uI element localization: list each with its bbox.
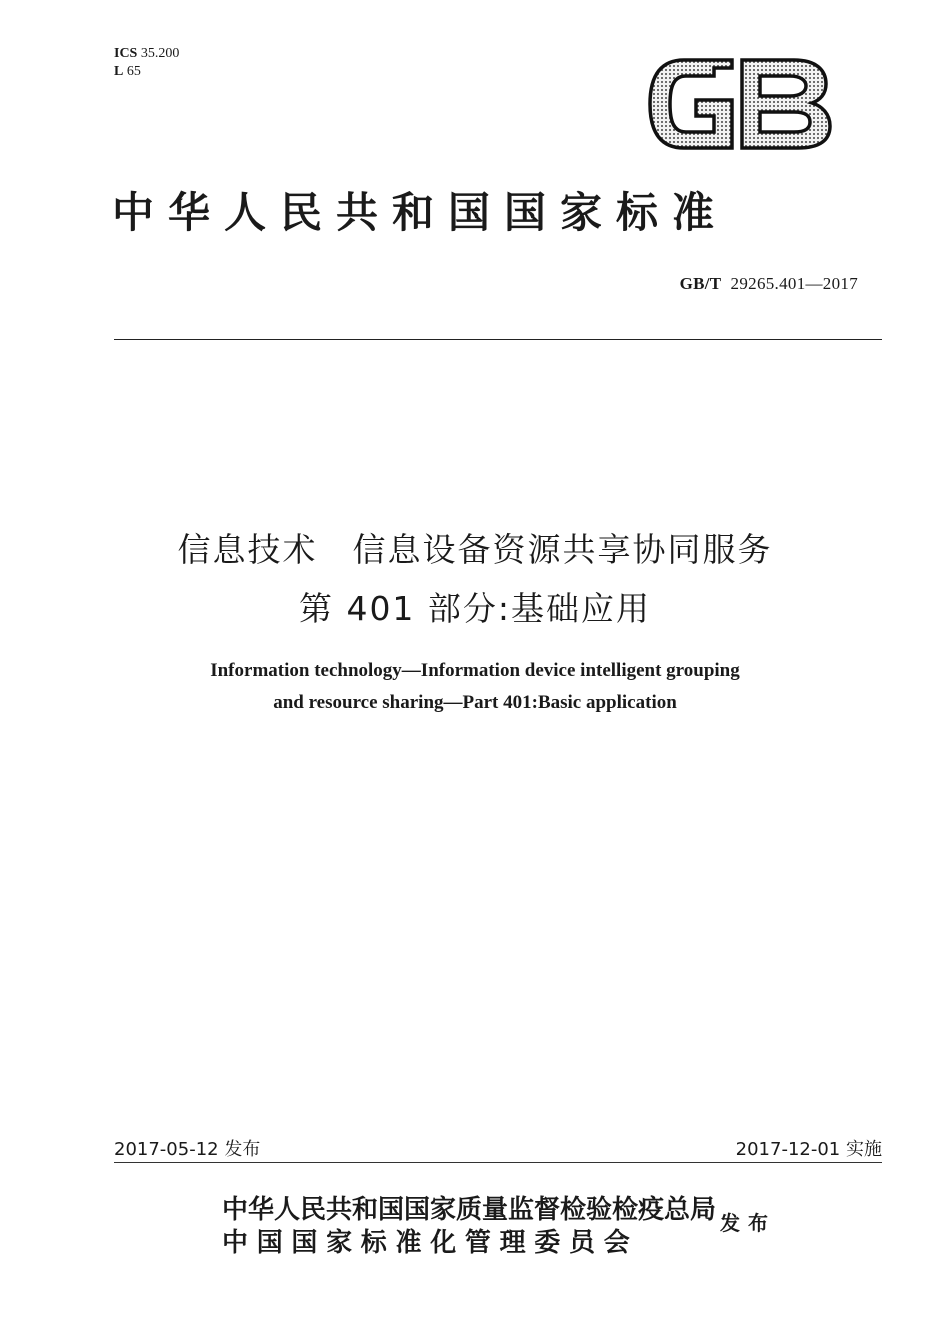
ics-value: 35.200 [140, 46, 180, 61]
standard-number-value: 29265.401—2017 [730, 274, 858, 293]
title-en-line1: Information technology—Information device intelligent grouping [210, 660, 740, 681]
ics-label: ICS [114, 46, 138, 61]
gb-logo [644, 56, 834, 152]
ccs-code [114, 63, 179, 81]
header-divider [114, 339, 882, 340]
national-standard-heading: 中华人民共和国国家标准 [112, 188, 729, 237]
classification-codes [114, 45, 179, 81]
issue-label: 发布 [720, 1211, 776, 1235]
issuer-line2: 中国国家标准化管理委员会 [222, 1228, 639, 1258]
ics-code [114, 45, 179, 63]
implement-date: 2017-12-01 实施 [735, 1139, 882, 1160]
publish-date: 2017-05-12 发布 [114, 1139, 261, 1160]
title-en-line2: and resource sharing—Part 401:Basic application [273, 692, 677, 713]
standard-number [680, 274, 858, 294]
footer-divider [114, 1162, 882, 1163]
standard-prefix: GB/T [679, 274, 722, 293]
ccs-label: L [114, 64, 124, 79]
title-cn-line2: 第 401 部分:基础应用 [298, 589, 652, 628]
title-cn-line1: 信息技术 信息设备资源共享协同服务 [177, 530, 773, 569]
issuer-line1: 中华人民共和国国家质量监督检验检疫总局 [222, 1195, 717, 1225]
ccs-value: 65 [126, 64, 141, 79]
